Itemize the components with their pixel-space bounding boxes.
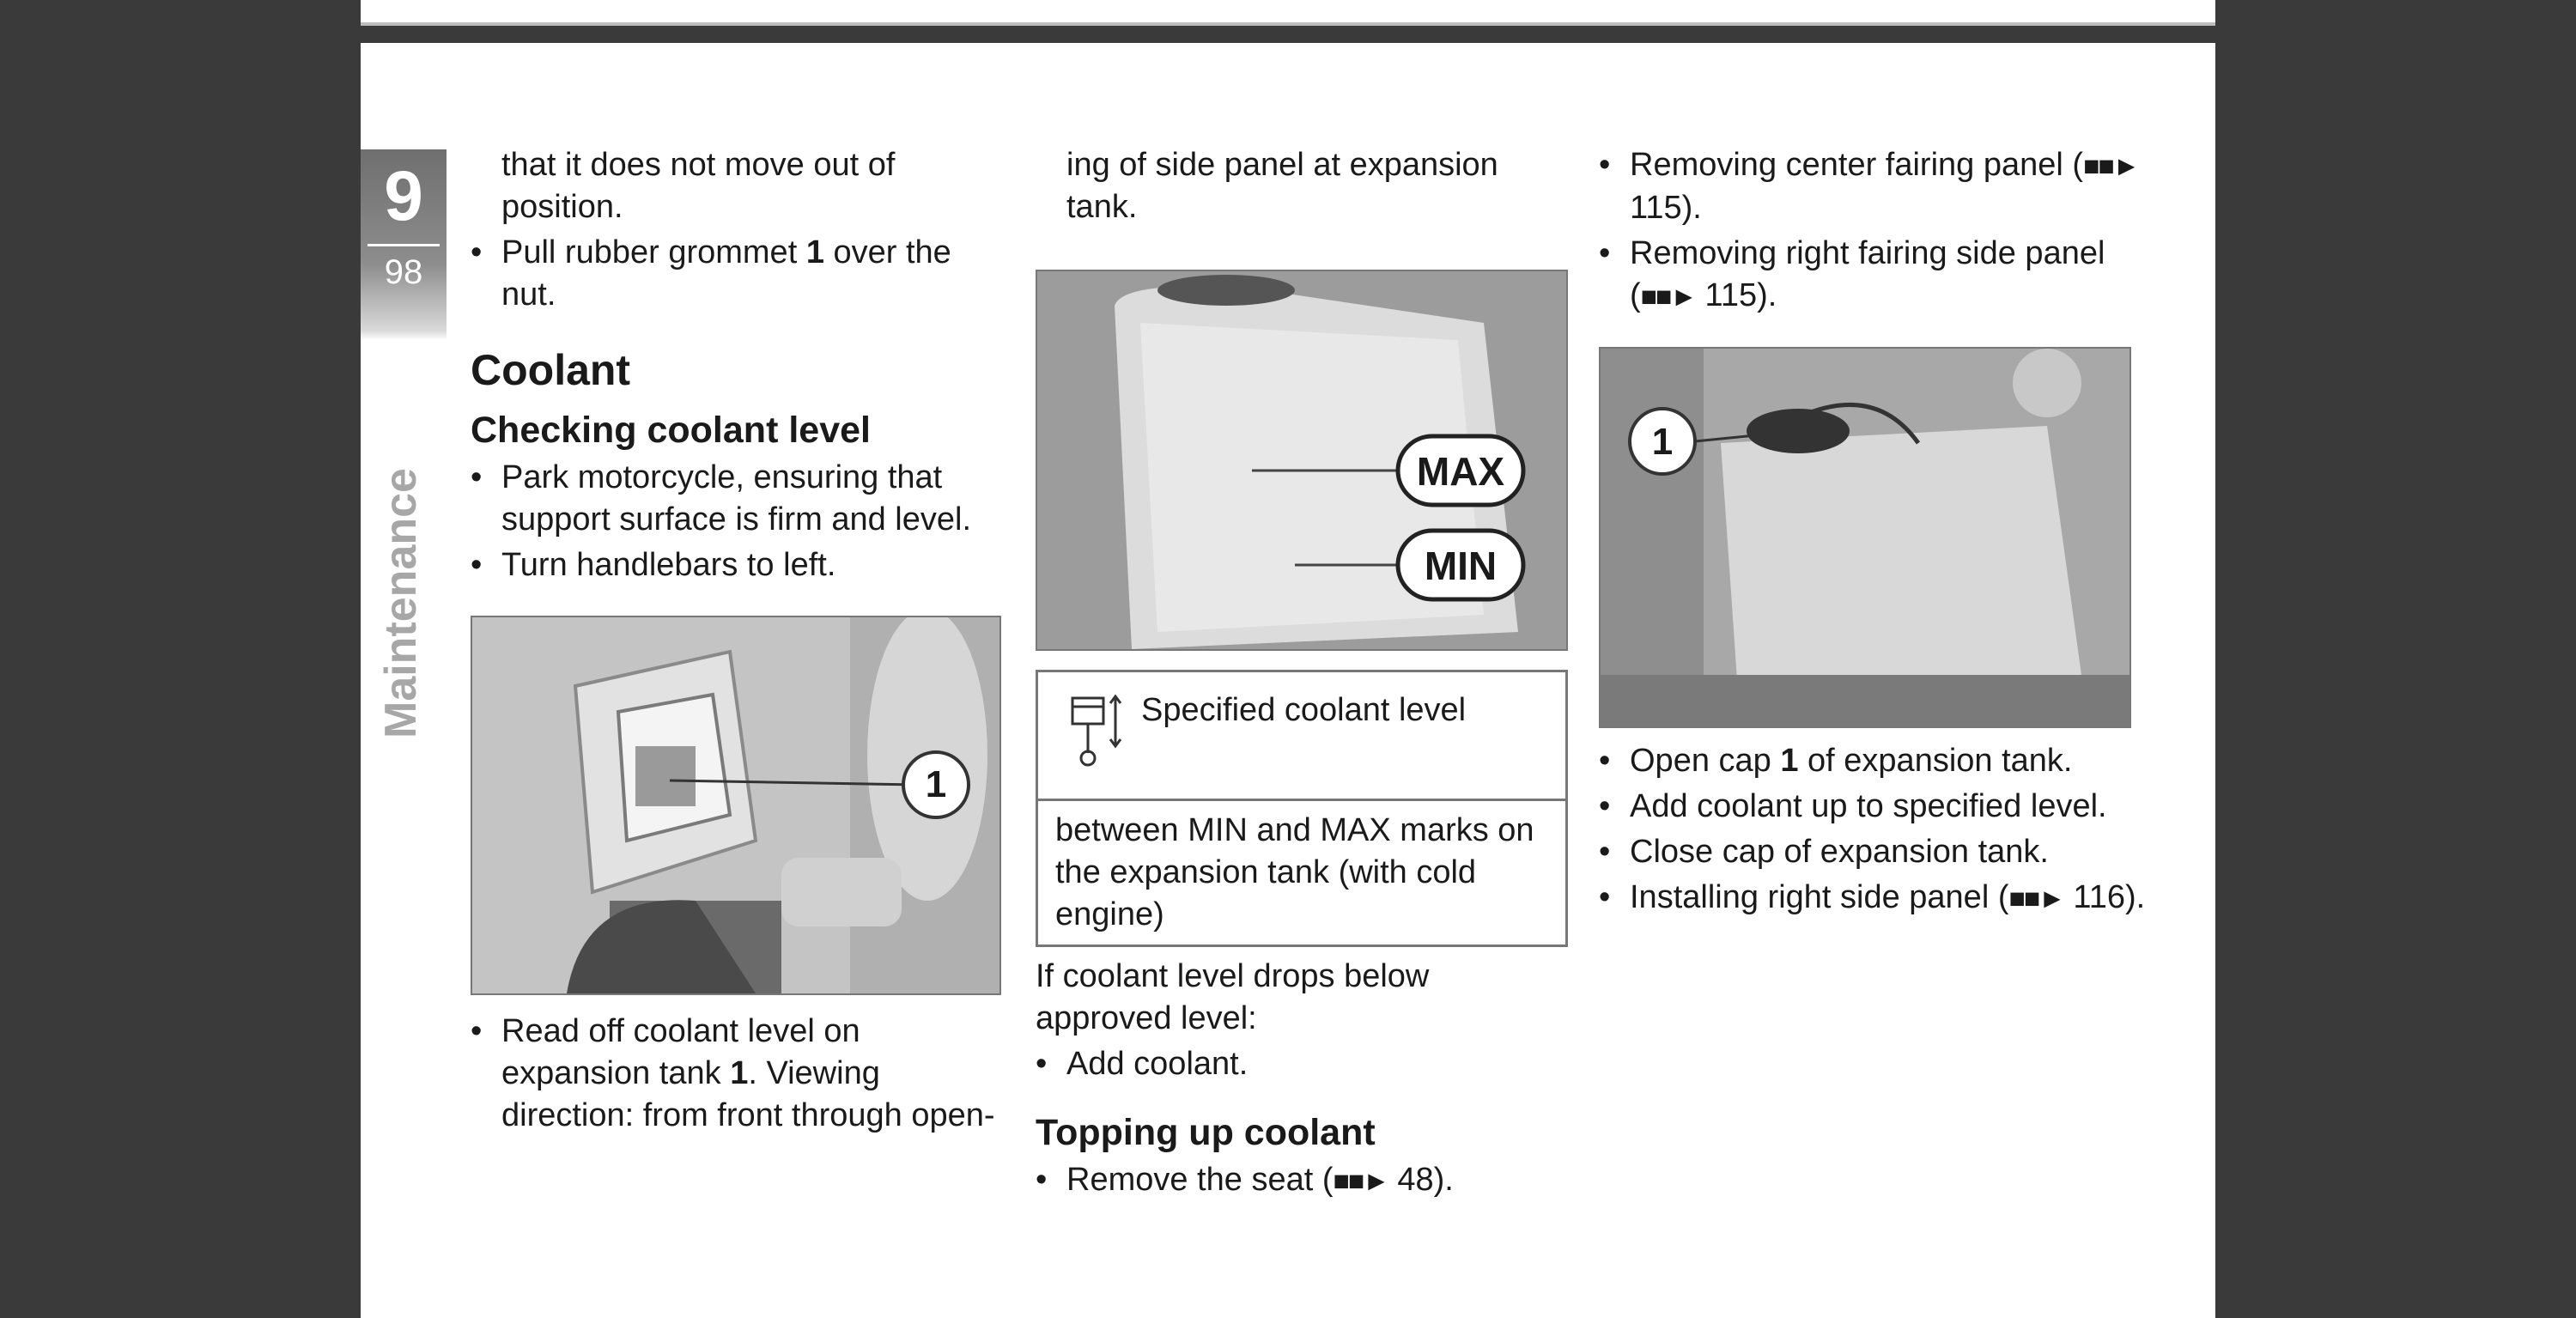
reference-arrow-icon: ■■► bbox=[2008, 883, 2064, 914]
section-label bbox=[371, 468, 440, 807]
spec-value: between MIN and MAX marks on the expansion tank (with cold engine) bbox=[1055, 812, 1534, 932]
continued-text: that it does not move out of position. bbox=[501, 147, 896, 225]
chapter-number: 9 bbox=[384, 157, 423, 235]
reference-arrow-icon: ■■► bbox=[1640, 281, 1696, 312]
list-item bbox=[1599, 740, 2148, 782]
continued-text: ing of side panel at expansion tank. bbox=[1066, 147, 1498, 225]
list-item-text: ). bbox=[1757, 277, 1777, 313]
callout-number: 1 bbox=[1780, 743, 1799, 779]
chapter-tab bbox=[361, 149, 447, 340]
coolant-spec-icon bbox=[1067, 693, 1127, 770]
list-item bbox=[1599, 233, 2148, 318]
page-reference-link[interactable]: 115 bbox=[1630, 190, 1682, 226]
page-reference-link[interactable]: 48 bbox=[1397, 1162, 1434, 1198]
page-number: 98 bbox=[384, 253, 423, 291]
manual-page bbox=[361, 43, 2215, 1318]
spec-header bbox=[1038, 672, 1565, 801]
list-item-text: Read off coolant level on expansion tank bbox=[501, 1013, 860, 1091]
list-item-text: ). bbox=[1681, 190, 1702, 226]
column-1 bbox=[471, 144, 1003, 1137]
figure-side-panel-opening bbox=[471, 616, 1001, 995]
page-divider bbox=[361, 22, 2215, 26]
chapter-divider bbox=[368, 244, 440, 246]
expansion-tank-cap-illustration bbox=[1601, 349, 2129, 726]
spec-table bbox=[1036, 670, 1568, 947]
figure-expansion-tank-marks bbox=[1036, 270, 1568, 651]
note-text: If coolant level drops below approved level: bbox=[1036, 958, 1430, 1036]
min-mark-label: MIN bbox=[1424, 544, 1498, 588]
column-2 bbox=[1036, 144, 1568, 1202]
list-item bbox=[1599, 144, 2148, 229]
max-mark-label: MAX bbox=[1416, 449, 1505, 494]
list-item-text: Removing right fairing side panel ( bbox=[1630, 235, 2105, 313]
subsection-heading: Checking coolant level bbox=[471, 410, 871, 451]
section-label-text: Maintenance bbox=[376, 468, 426, 738]
list-item: • Close cap of expansion tank. bbox=[1599, 831, 2148, 873]
page-reference-link[interactable]: 115 bbox=[1704, 277, 1758, 313]
reference-arrow-icon: ■■► bbox=[2083, 150, 2139, 181]
list-item-text: Installing right side panel ( bbox=[1630, 879, 2009, 915]
list-item-text: over the nut. bbox=[501, 234, 951, 313]
figure-callout-label: 1 bbox=[1651, 421, 1674, 463]
list-item: • Turn handlebars to left. bbox=[471, 544, 1003, 586]
list-item bbox=[471, 1011, 1003, 1137]
reference-arrow-icon: ■■► bbox=[1333, 1165, 1388, 1196]
list-item-text: ). bbox=[1433, 1162, 1454, 1198]
page-reference-link[interactable]: 116 bbox=[2073, 879, 2125, 915]
list-item bbox=[1599, 877, 2148, 920]
list-item-text: Remove the seat ( bbox=[1066, 1162, 1334, 1198]
list-item: • Add coolant. bbox=[1036, 1043, 1568, 1085]
callout-number: 1 bbox=[805, 234, 824, 270]
figure-expansion-tank-cap bbox=[1599, 347, 2131, 728]
spec-title: Specified coolant level bbox=[1141, 692, 1467, 728]
section-heading: Coolant bbox=[471, 346, 631, 394]
list-item bbox=[1036, 1159, 1568, 1202]
callout-number: 1 bbox=[730, 1055, 749, 1091]
list-item-text: . Viewing direction: from front through open- bbox=[501, 1055, 995, 1133]
list-item bbox=[471, 232, 1003, 316]
list-item-text: of expansion tank. bbox=[1798, 743, 2073, 779]
list-item-text: Open cap bbox=[1630, 743, 1781, 779]
list-item-text: ). bbox=[2124, 879, 2146, 915]
list-item-text: Removing center fairing panel ( bbox=[1630, 147, 2084, 183]
list-item-text: Pull rubber grommet bbox=[501, 234, 806, 270]
figure-callout-label: 1 bbox=[925, 763, 947, 805]
subsection-heading: Topping up coolant bbox=[1036, 1112, 1376, 1153]
list-item: • Park motorcycle, ensuring that support surface is firm and level. bbox=[471, 457, 1003, 541]
list-item: • Add coolant up to specified level. bbox=[1599, 786, 2148, 828]
column-3 bbox=[1599, 144, 2148, 920]
